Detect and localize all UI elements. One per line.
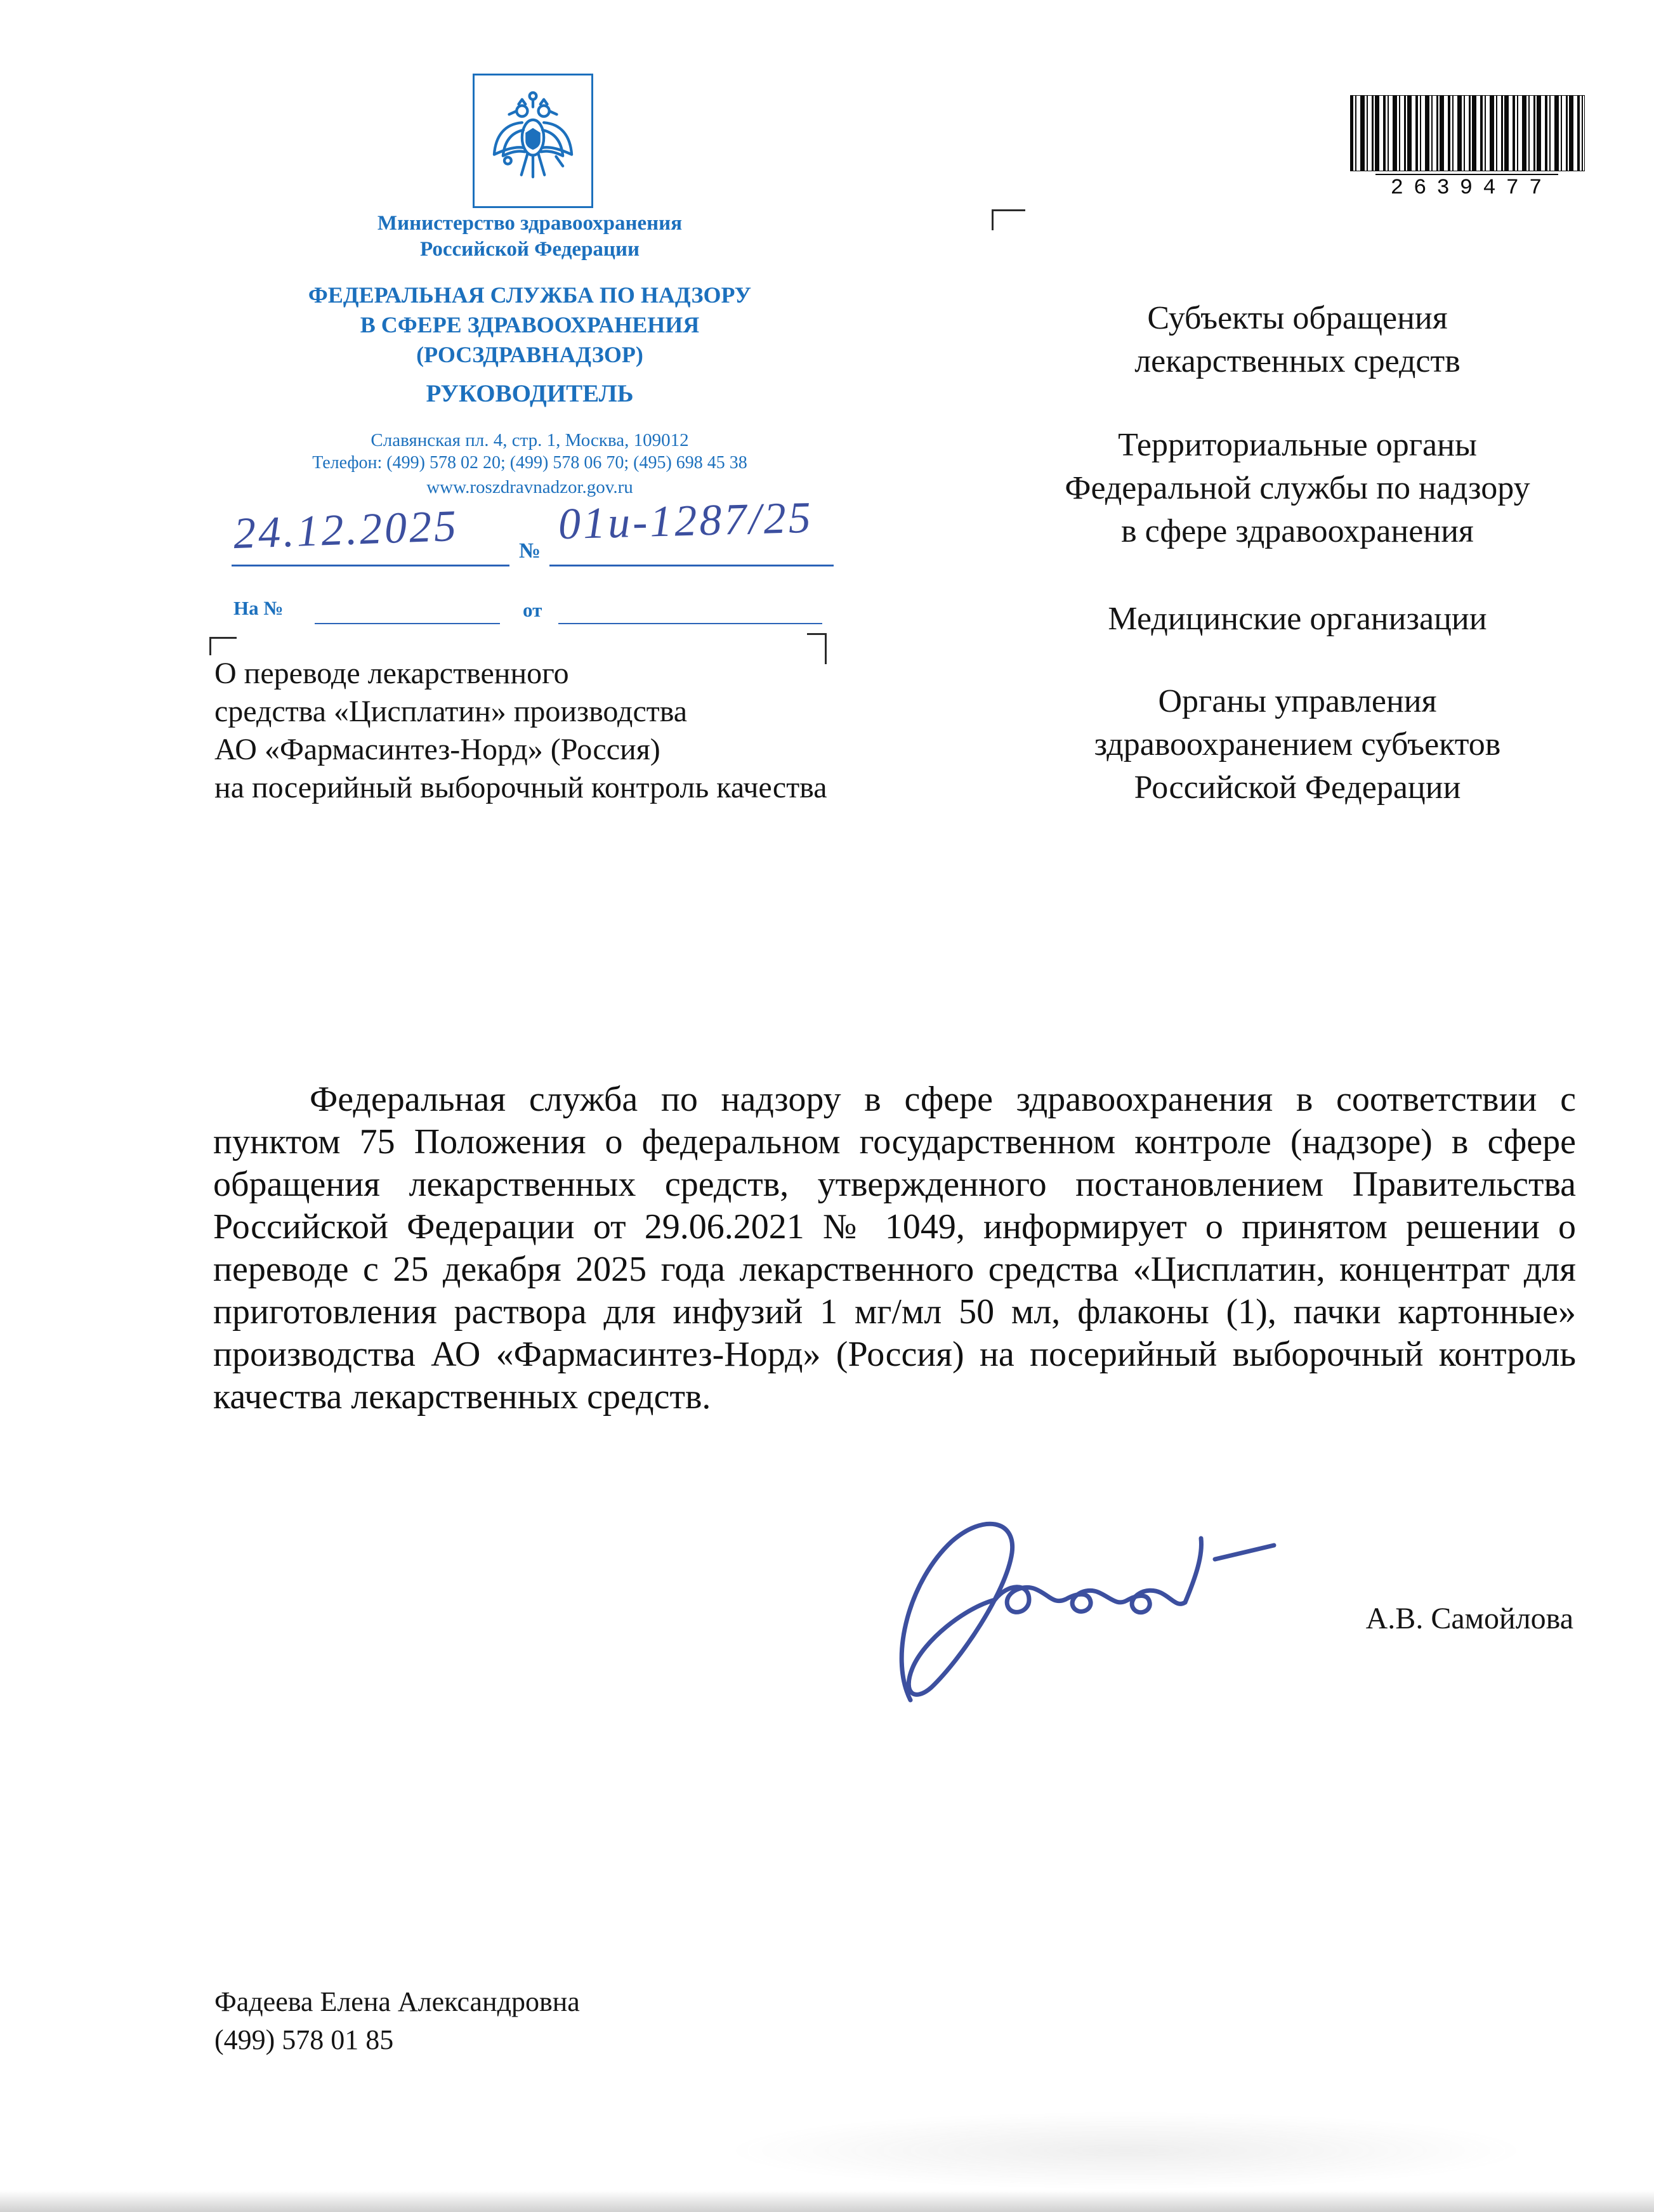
subject-zone-left-corner-mark [209,637,237,655]
handwritten-outgoing-number: 01и-1287/25 [558,493,814,549]
scan-smudge-artifact [730,2112,1523,2189]
letter-body-paragraph: Федеральная служба по надзору в сфере здравоохранения в соответствии с пунктом 75 Положения о федеральном государственном контроле (надзоре) в сфере обращения лекарственных средств, утвержденного постановлением Правительства Российской Федерации от 29.06.2021 № 1049, информирует о принятом решении о переводе с 25 декабря 2025 года лекарственного средства «Цисплатин, концентрат для приготовления раствора для инфузий 1 мг/мл 50 мл, флаконы (1), пачки картонные» производства АО «Фармасинтез-Норд» (Россия) на посерийный выборочный контроль качества лекарственных средств. [213,1080,1576,1417]
position-title: РУКОВОДИТЕЛЬ [426,380,634,407]
addressee-health-authorities: Органы управления здравоохранением субъектов Российской Федерации [1094,683,1501,806]
reply-from-label: от [523,599,542,621]
executor-name: Фадеева Елена Александровна [214,1986,580,2017]
addressee-zone-corner-mark [992,209,1025,230]
addressee-subjects-of-circulation: Субъекты обращения лекарственных средств [1134,300,1460,379]
barcode-number: 2639477 [1375,174,1559,200]
handwritten-date: 24.12.2025 [232,501,460,559]
executor-phone: (499) 578 01 85 [214,2024,394,2055]
date-underline [232,565,509,566]
number-sign-label: № [519,539,541,563]
emblem-box [473,74,593,208]
signer-name: А.В. Самойлова [1365,1602,1573,1635]
addressee-medical-organizations: Медицинские организации [1108,601,1487,637]
letter-subject: О переводе лекарственного средства «Цисплатин» производства АО «Фармасинтез-Норд» (Россия) на посерийный выборочный контроль качества [214,657,827,804]
executor-block [214,1983,580,2059]
reply-date-underline [558,623,822,624]
handwritten-signature [850,1478,1294,1735]
letterhead-website: www.roszdravnadzor.gov.ru [426,477,633,497]
scan-edge-artifact [0,2190,1654,2212]
number-underline [549,565,834,566]
letterhead-phones: Телефон: (499) 578 02 20; (499) 578 06 70; (495) 698 45 38 [312,453,747,473]
double-headed-eagle-icon [485,87,581,195]
reply-to-number-label: На № [233,597,284,619]
service-title: ФЕДЕРАЛЬНАЯ СЛУЖБА ПО НАДЗОРУ В СФЕРЕ ЗДРАВООХРАНЕНИЯ (РОСЗДРАВНАДЗОР) [308,282,752,367]
registration-barcode [1350,95,1584,200]
letterhead-address: Славянская пл. 4, стр. 1, Москва, 109012 [371,430,689,450]
ministry-title: Министерство здравоохранения Российской Федерации [377,212,683,261]
barcode-bars [1350,95,1585,171]
reply-number-underline [315,623,500,624]
addressee-territorial-bodies: Территориальные органы Федеральной службы по надзору в сфере здравоохранения [1065,427,1530,549]
